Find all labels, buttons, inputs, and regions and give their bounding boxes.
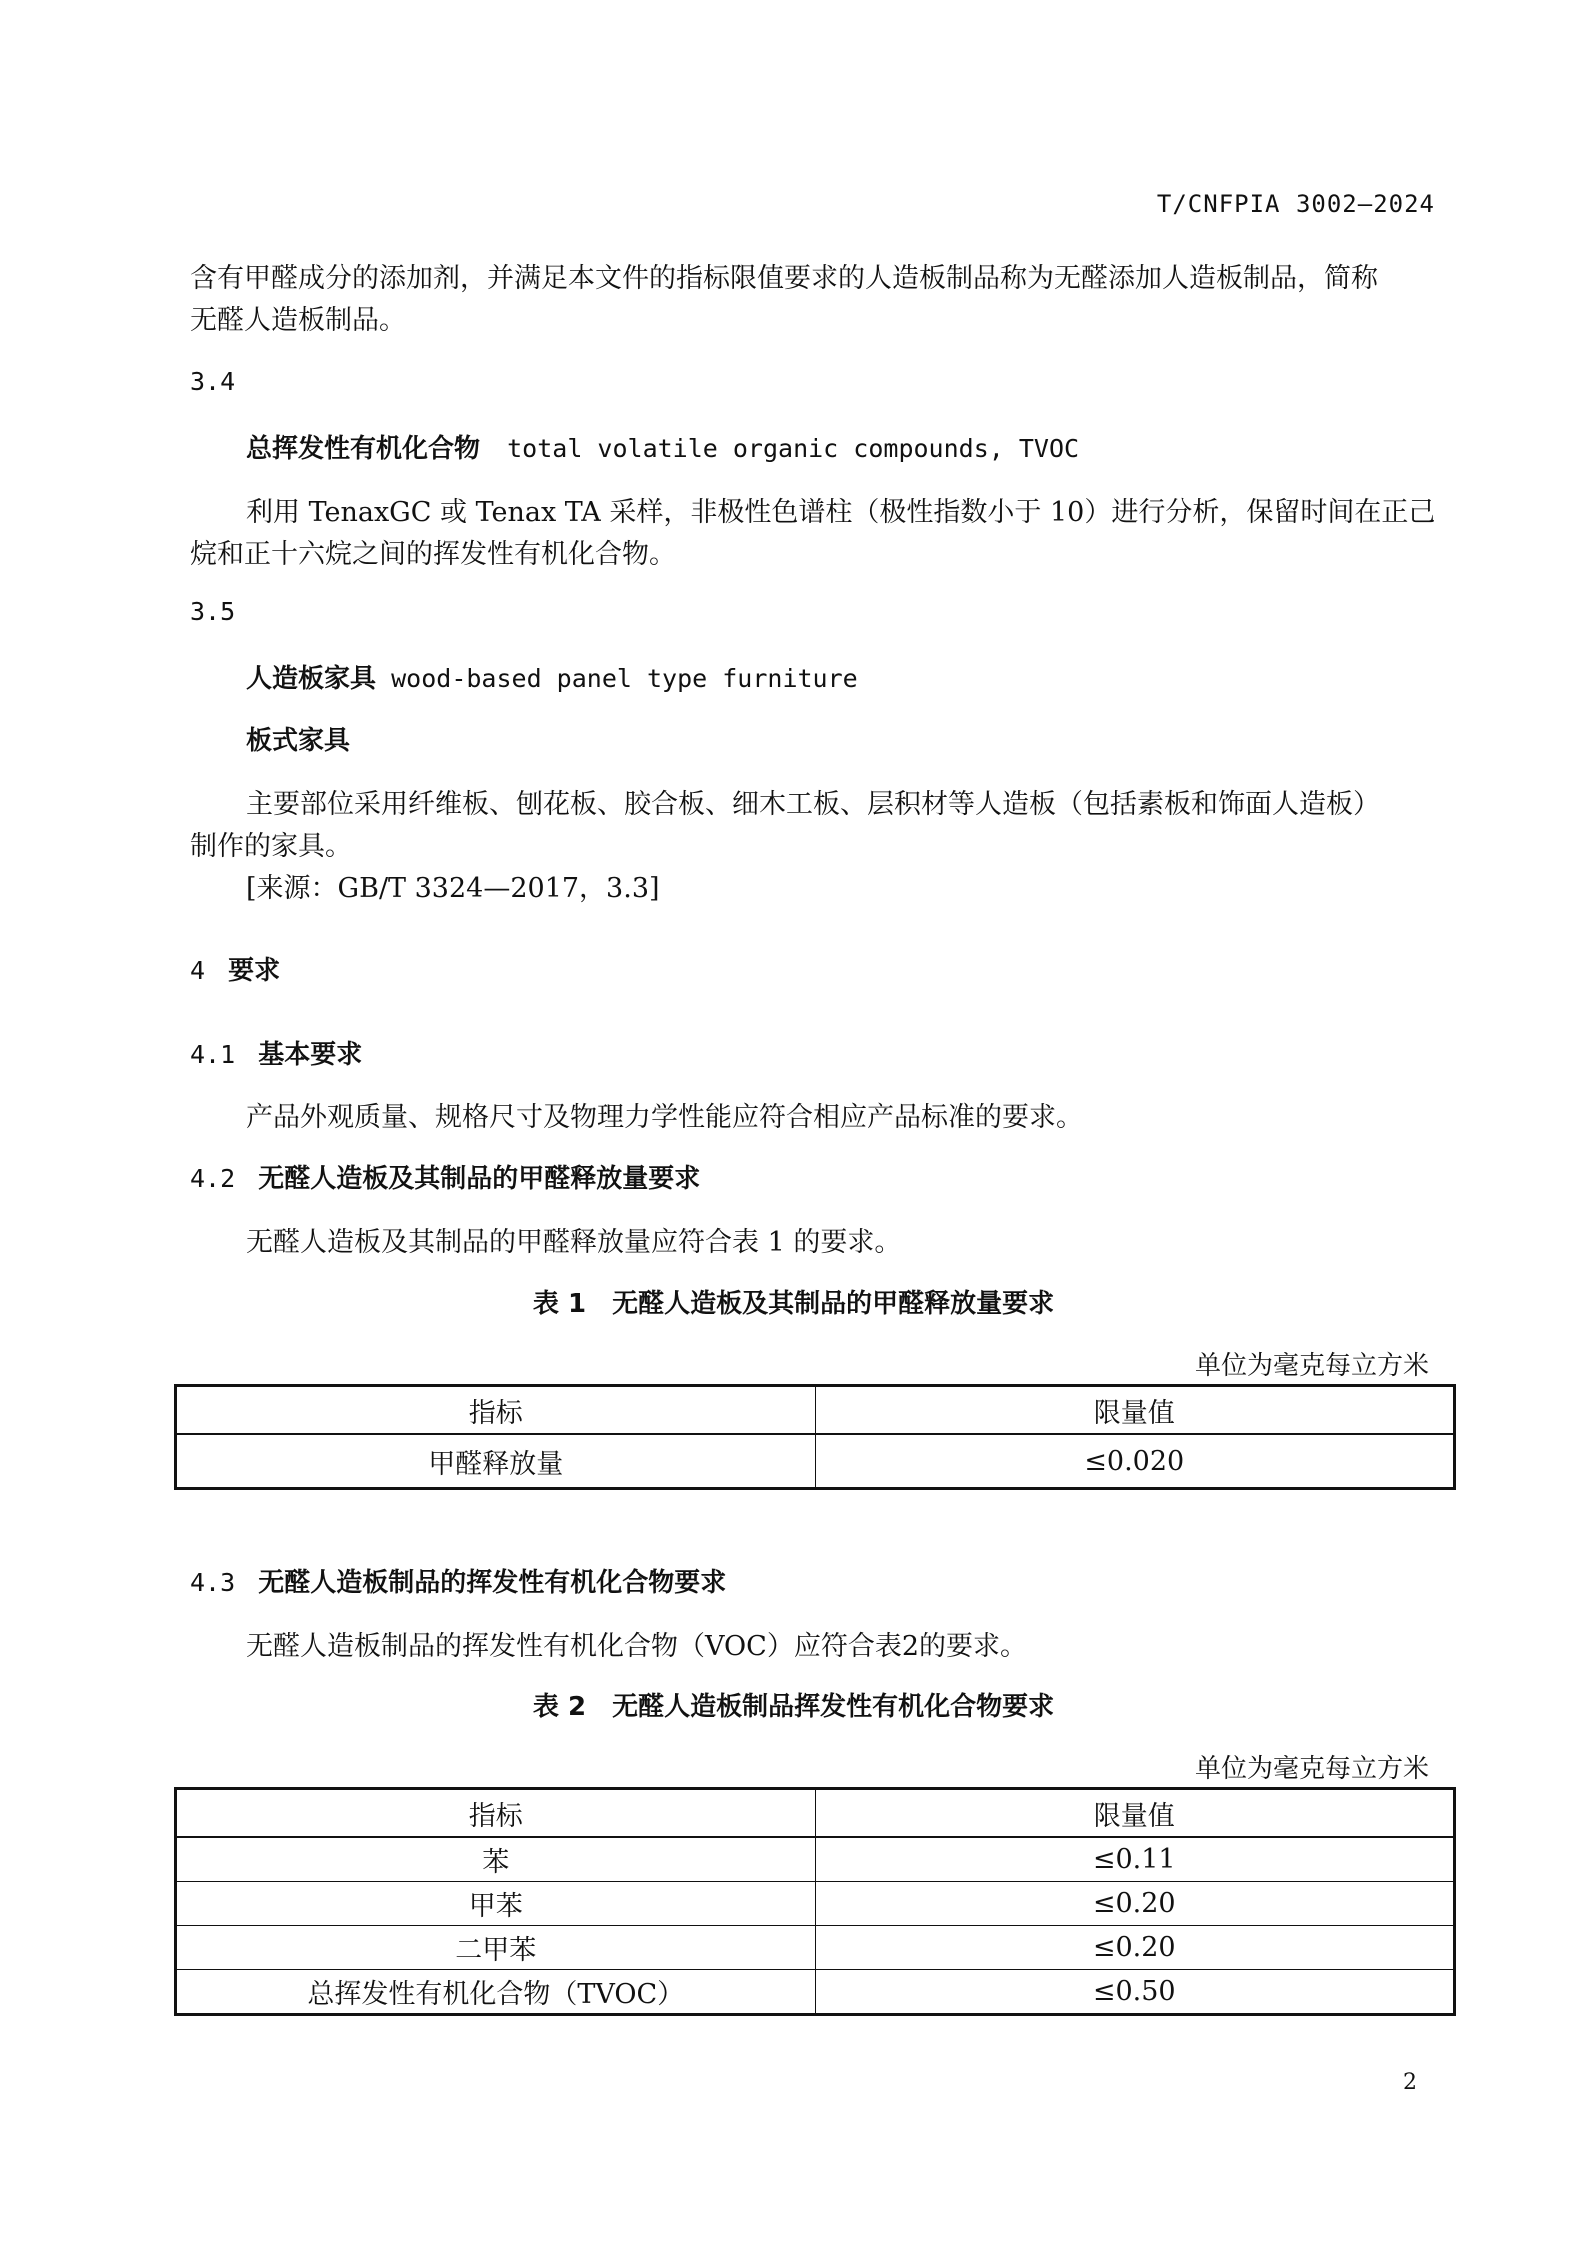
cell-indicator: 苯 xyxy=(176,1837,816,1882)
section-number: 4 xyxy=(190,956,206,985)
section-4-heading xyxy=(190,950,280,987)
clause-number: 4.3 xyxy=(190,1568,236,1597)
term-zh: 总挥发性有机化合物 xyxy=(246,434,481,464)
header-cell-limit: 限量值 xyxy=(815,1386,1455,1435)
table-1-unit: 单位为毫克每立方米 xyxy=(1194,1351,1429,1381)
section-title: 要求 xyxy=(228,956,281,986)
cell-indicator: 二甲苯 xyxy=(176,1926,816,1970)
clause-title: 无醛人造板及其制品的甲醛释放量要求 xyxy=(258,1164,701,1194)
cell-limit: ≤0.50 xyxy=(815,1970,1455,2015)
page-number: 2 xyxy=(1403,2070,1417,2095)
table-row xyxy=(176,1970,1455,2015)
cell-limit: ≤0.20 xyxy=(815,1926,1455,1970)
intro-line-1: 含有甲醛成分的添加剂，并满足本文件的指标限值要求的人造板制品称为无醛添加人造板制品，简称 xyxy=(190,263,1378,294)
clause-number: 4.2 xyxy=(190,1164,236,1193)
clause-4-2-text: 无醛人造板及其制品的甲醛释放量应符合表 1 的要求。 xyxy=(246,1227,902,1258)
clause-4-3-heading xyxy=(190,1562,726,1599)
table-header-row xyxy=(176,1789,1455,1838)
clause-4-3-text: 无醛人造板制品的挥发性有机化合物（VOC）应符合表2的要求。 xyxy=(246,1631,1027,1662)
table-1-caption: 表 1 无醛人造板及其制品的甲醛释放量要求 xyxy=(532,1289,1055,1319)
intro-line-2: 无醛人造板制品。 xyxy=(190,305,406,336)
table-row xyxy=(176,1837,1455,1882)
table-row xyxy=(176,1926,1455,1970)
clause-3-4-term xyxy=(246,428,1079,465)
cell-indicator: 甲醛释放量 xyxy=(176,1434,816,1489)
clause-3-4-number: 3.4 xyxy=(190,367,236,396)
header-cell-limit: 限量值 xyxy=(815,1789,1455,1838)
clause-3-5-term xyxy=(246,658,858,695)
clause-3-4-definition-line-1: 利用 TenaxGC 或 Tenax TA 采样，非极性色谱柱（极性指数小于 10）进行分析，保留时间在正己 xyxy=(246,497,1436,528)
clause-title: 基本要求 xyxy=(258,1040,363,1070)
clause-4-1-heading xyxy=(190,1034,362,1071)
table-row xyxy=(176,1882,1455,1926)
table-1 xyxy=(174,1384,1456,1490)
table-2-unit: 单位为毫克每立方米 xyxy=(1194,1754,1429,1784)
clause-3-5-alt-term: 板式家具 xyxy=(246,726,351,756)
clause-3-4-definition-line-2: 烷和正十六烷之间的挥发性有机化合物。 xyxy=(190,539,676,570)
term-en: wood-based panel type furniture xyxy=(391,664,858,693)
clause-4-1-text: 产品外观质量、规格尺寸及物理力学性能应符合相应产品标准的要求。 xyxy=(246,1102,1083,1133)
term-zh: 人造板家具 xyxy=(246,664,377,694)
cell-indicator: 甲苯 xyxy=(176,1882,816,1926)
header-cell-indicator: 指标 xyxy=(176,1386,816,1435)
table-row xyxy=(176,1434,1455,1489)
term-en: total volatile organic compounds, TVOC xyxy=(507,434,1080,463)
cell-limit: ≤0.20 xyxy=(815,1882,1455,1926)
clause-3-5-source: [来源：GB/T 3324—2017，3.3] xyxy=(246,873,660,904)
header-cell-indicator: 指标 xyxy=(176,1789,816,1838)
clause-3-5-number: 3.5 xyxy=(190,597,236,626)
clause-3-5-definition-line-1: 主要部位采用纤维板、刨花板、胶合板、细木工板、层积材等人造板（包括素板和饰面人造板） xyxy=(246,789,1380,820)
clause-4-2-heading xyxy=(190,1158,700,1195)
table-2-caption: 表 2 无醛人造板制品挥发性有机化合物要求 xyxy=(532,1692,1055,1722)
cell-limit: ≤0.11 xyxy=(815,1837,1455,1882)
clause-title: 无醛人造板制品的挥发性有机化合物要求 xyxy=(258,1568,727,1598)
cell-limit: ≤0.020 xyxy=(815,1434,1455,1489)
table-2 xyxy=(174,1787,1456,2016)
clause-3-5-definition-line-2: 制作的家具。 xyxy=(190,831,352,862)
document-code: T/CNFPIA 3002—2024 xyxy=(1156,190,1435,218)
cell-indicator: 总挥发性有机化合物（TVOC） xyxy=(176,1970,816,2015)
clause-number: 4.1 xyxy=(190,1040,236,1069)
table-header-row xyxy=(176,1386,1455,1435)
